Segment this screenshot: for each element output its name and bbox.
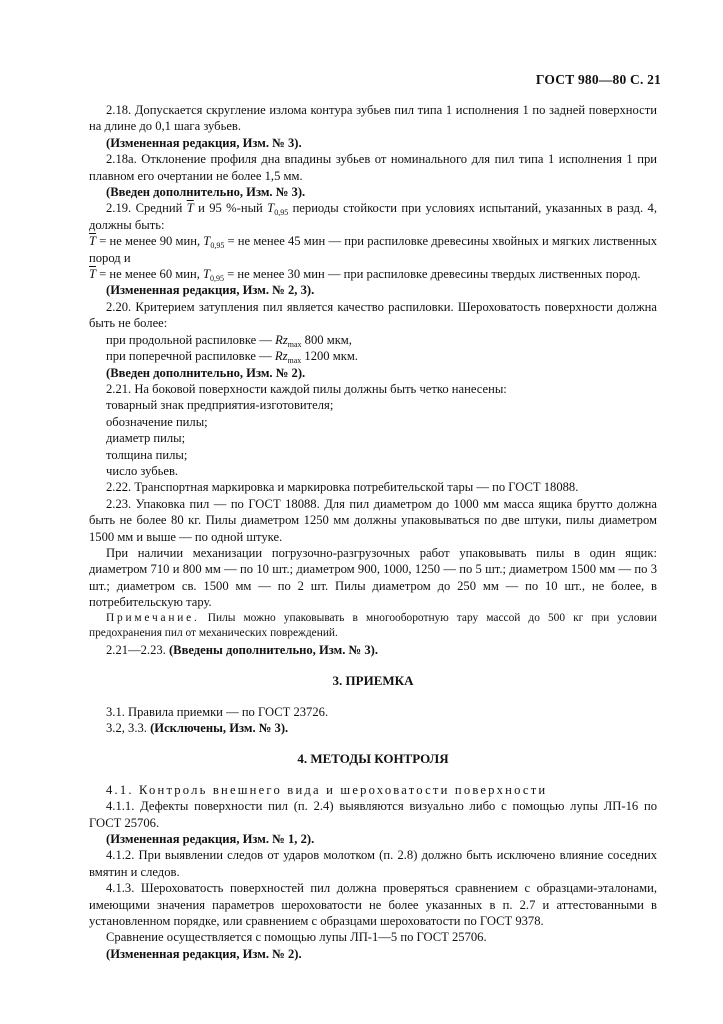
clause-2-20: 2.20. Критерием затупления пил является качество распиловки. Шероховатость поверхности должна быть не более:	[89, 299, 657, 331]
clause-2-21: 2.21. На боковой поверхности каждой пилы должны быть четко нанесены:	[106, 381, 507, 396]
note-label: Примечание.	[106, 611, 200, 624]
list-item: товарный знак предприятия-изготовителя;	[106, 398, 334, 413]
amendment-note: (Измененная редакция, Изм. № 1, 2).	[106, 832, 315, 847]
clause-2-19-hardwood: $\overline{T}$ = не менее 60 мин, $T_{0,95}$ = не менее 30 мин — при распиловке древесины твердых лиственных пород.	[89, 267, 641, 284]
clauses-2-21-2-23-amendment: 2.21—2.23. (Введены дополнительно, Изм. № 3).	[106, 642, 378, 657]
clause-2-19: 2.19. Средний $\overline{T}$ и 95 %-ный $T_{0,95}$ периоды стойкости при условиях испытаний, указанных в разд. 4, должны быть:	[89, 201, 657, 232]
running-header: ГОСТ 980—80 С. 21	[535, 72, 661, 87]
list-item: толщина пилы;	[106, 447, 188, 462]
clause-2-23-mechanization: При наличии механизации погрузочно-разгрузочных работ упаковывать пилы в один ящик: диаметром 710 и 800 мм — по 10 шт.; диаметром 900, 1000, 1250 — по 5 шт.; диаметром 1500 мм — по 3 шт.; диаметром св. 1500 мм — по 2 шт. Пилы диаметром до 250 мм — по 10 шт., не более, в потребительскую тару.	[89, 545, 657, 610]
amendment-note: (Введен дополнительно, Изм. № 3).	[106, 185, 306, 200]
amendment-note: (Измененная редакция, Изм. № 2, 3).	[106, 283, 315, 298]
section-heading: 4. МЕТОДЫ КОНТРОЛЯ	[297, 751, 449, 767]
clause-4-1-3-comparison: Сравнение осуществляется с помощью лупы ЛП-1—5 по ГОСТ 25706.	[106, 930, 487, 945]
list-item: обозначение пилы;	[106, 414, 208, 429]
clause-2-23: 2.23. Упаковка пил — по ГОСТ 18088. Для пил диаметром до 1000 мм масса ящика брутто должна быть не более 80 кг. Пилы диаметром 1250 мм должны упаковываться по две штуки, пилы диаметром 1500 мм и выше — по одной штуке.	[89, 496, 657, 544]
clauses-3-2-3-3: 3.2, 3.3. (Исключены, Изм. № 3).	[106, 721, 289, 735]
mean-period-symbol: $\overline{T}$	[186, 201, 194, 216]
period-symbol: T	[267, 201, 275, 216]
clause-2-20-ripping: при продольной распиловке — $Rz_{max}$ 800 мкм,	[106, 332, 352, 349]
clause-2-18a: 2.18а. Отклонение профиля дна впадины зубьев от номинального для пил типа 1 исполнения 1 при плавном его очертании не более 1,5 мм.	[89, 152, 657, 183]
clause-2-22: 2.22. Транспортная маркировка и маркировка потребительской тары — по ГОСТ 18088.	[106, 480, 579, 495]
clause-4-1: 4.1. Контроль внешнего вида и шероховатости поверхности	[106, 782, 548, 797]
clause-2-20-crosscut: при поперечной распиловке — $Rz_{max}$ 1200 мкм.	[106, 349, 358, 366]
clause-4-1-3: 4.1.3. Шероховатость поверхностей пил должна проверяться сравнением с образцами-эталонами, имеющими значения параметров шероховатости не более указанных в п. 2.7 и аттестованными в установленном порядке, или сравнением с образцами шероховатости по ГОСТ 9378.	[89, 881, 657, 929]
clause-3-1: 3.1. Правила приемки — по ГОСТ 23726.	[106, 704, 329, 719]
clause-4-1-2: 4.1.2. При выявлении следов от ударов молотком (п. 2.8) должно быть исключено влияние соседних вмятин и следов.	[89, 848, 657, 879]
note: Примечание. Пилы можно упаковывать в многооборотную тару массой до 500 кг при условии предохранения пил от механических повреждений.	[89, 611, 657, 640]
page-body	[89, 102, 657, 962]
list-item: число зубьев.	[106, 463, 179, 478]
clause-2-19-softwood: $\overline{T}$ = не менее 90 мин, $T_{0,95}$ = не менее 45 мин — при распиловке древесины хвойных и мягких лиственных пород и	[89, 234, 657, 265]
amendment-note: (Измененная редакция, Изм. № 3).	[106, 135, 302, 150]
amendment-note: (Введен дополнительно, Изм. № 2).	[106, 365, 306, 380]
clause-4-1-1: 4.1.1. Дефекты поверхности пил (п. 2.4) выявляются визуально либо с помощью лупы ЛП-16 по ГОСТ 25706.	[89, 799, 657, 830]
list-item: диаметр пилы;	[106, 431, 186, 446]
clause-2-18: 2.18. Допускается скругление излома контура зубьев пил типа 1 исполнения 1 по задней поверхности на длине до 0,1 шага зубьев.	[89, 103, 657, 134]
section-heading: 3. ПРИЕМКА	[332, 673, 414, 689]
amendment-note: (Измененная редакция, Изм. № 2).	[106, 946, 302, 961]
